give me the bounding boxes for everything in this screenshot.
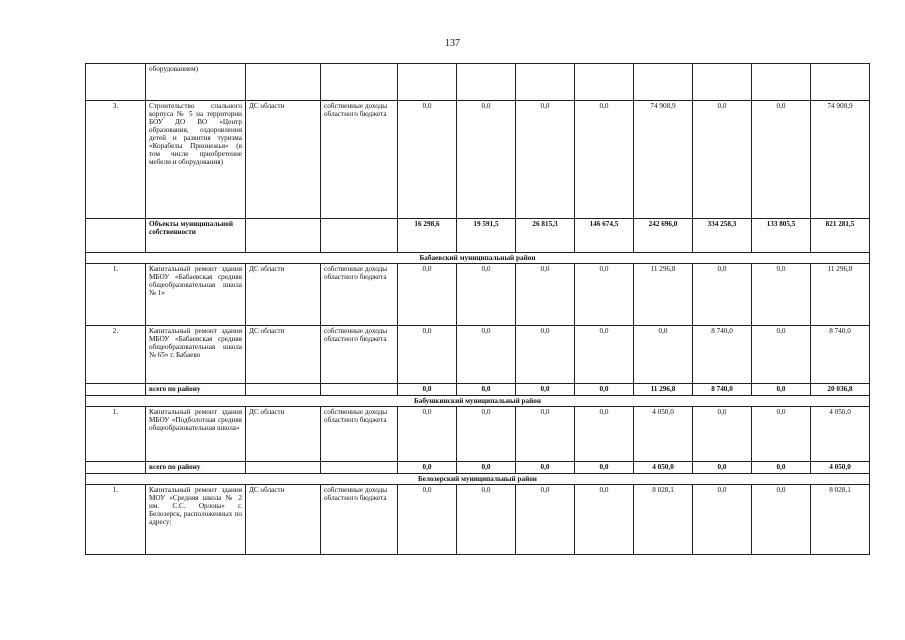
cell-value: 0,0 — [398, 264, 457, 326]
cell-num: 1. — [86, 407, 146, 462]
cell-value: 0,0 — [693, 485, 752, 555]
cell-value: 19 591,5 — [457, 219, 516, 253]
district-header-babaevo — [86, 253, 870, 264]
cell-exec — [246, 384, 321, 396]
cell-name: всего по району — [146, 384, 246, 396]
cell-num: 1. — [86, 485, 146, 555]
cell-value: 0,0 — [575, 101, 634, 219]
cell-value: 0,0 — [693, 264, 752, 326]
cell-value: 0,0 — [457, 485, 516, 555]
cell-num: 1. — [86, 264, 146, 326]
district-title: Белозерский муниципальный район — [86, 474, 870, 485]
cell-value: 0,0 — [634, 326, 693, 384]
cell-value: 146 674,5 — [575, 219, 634, 253]
cell-value: 0,0 — [575, 407, 634, 462]
cell-value: 0,0 — [752, 326, 811, 384]
cell-value: 0,0 — [752, 264, 811, 326]
cell-value: 0,0 — [752, 485, 811, 555]
cell-value: 4 050,0 — [634, 407, 693, 462]
table-row — [86, 407, 870, 462]
cell-src: собственные доходы областного бюджета — [321, 264, 398, 326]
cell-value: 242 696,0 — [634, 219, 693, 253]
cell-value: 4 050,0 — [811, 462, 870, 474]
cell-exec — [246, 219, 321, 253]
budget-table — [85, 63, 870, 555]
table-row-object-3 — [86, 101, 870, 219]
cell-value: 4 050,0 — [811, 407, 870, 462]
cell-value: 0,0 — [398, 326, 457, 384]
cell-exec: ДС области — [246, 407, 321, 462]
table-row — [86, 264, 870, 326]
cell-value: 11 296,8 — [811, 264, 870, 326]
cell-value: 8 028,1 — [811, 485, 870, 555]
table-row — [86, 485, 870, 555]
cell-value: 0,0 — [398, 407, 457, 462]
cell-num — [86, 384, 146, 396]
cell-value — [693, 64, 752, 101]
cell-num — [86, 219, 146, 253]
cell-value: 334 258,3 — [693, 219, 752, 253]
cell-value: 0,0 — [575, 485, 634, 555]
cell-value: 0,0 — [516, 326, 575, 384]
cell-value: 821 281,5 — [811, 219, 870, 253]
cell-value — [575, 64, 634, 101]
cell-num: 3. — [86, 101, 146, 219]
cell-exec — [246, 462, 321, 474]
cell-value: 0,0 — [693, 407, 752, 462]
district-header-babushkino — [86, 396, 870, 407]
table-row-continuation — [86, 64, 870, 101]
cell-value: 0,0 — [575, 264, 634, 326]
cell-value: 0,0 — [457, 264, 516, 326]
cell-value: 133 805,5 — [752, 219, 811, 253]
cell-value: 8 740,0 — [811, 326, 870, 384]
cell-value: 8 028,1 — [634, 485, 693, 555]
cell-value: 0,0 — [575, 384, 634, 396]
cell-src — [321, 64, 398, 101]
cell-exec: ДС области — [246, 485, 321, 555]
cell-value: 0,0 — [457, 101, 516, 219]
cell-src: собственные доходы областного бюджета — [321, 326, 398, 384]
cell-src: собственные доходы областного бюджета — [321, 407, 398, 462]
cell-value: 0,0 — [457, 326, 516, 384]
cell-value: 0,0 — [516, 384, 575, 396]
cell-name: Капитальный ремонт здания МБОУ «Подболотная средняя общеобразовательная школа» — [146, 407, 246, 462]
table-row — [86, 326, 870, 384]
cell-name: Капитальный ремонт здания МБОУ «Бабаевская средняя общеобразовательная школа № 65» г. Бабаево — [146, 326, 246, 384]
cell-exec: ДС области — [246, 101, 321, 219]
cell-src: собственные доходы областного бюджета — [321, 101, 398, 219]
cell-exec: ДС области — [246, 326, 321, 384]
table-row-district-total — [86, 384, 870, 396]
cell-exec — [246, 64, 321, 101]
cell-value: 11 296,8 — [634, 384, 693, 396]
cell-value: 0,0 — [457, 384, 516, 396]
cell-value: 16 298,6 — [398, 219, 457, 253]
cell-num — [86, 64, 146, 101]
cell-value: 0,0 — [693, 462, 752, 474]
cell-value: 0,0 — [752, 407, 811, 462]
cell-exec: ДС области — [246, 264, 321, 326]
cell-value — [752, 64, 811, 101]
cell-value: 0,0 — [693, 101, 752, 219]
cell-value — [398, 64, 457, 101]
cell-value: 0,0 — [516, 485, 575, 555]
cell-value: 11 296,8 — [634, 264, 693, 326]
cell-value: 0,0 — [398, 485, 457, 555]
cell-value — [811, 64, 870, 101]
cell-value: 0,0 — [752, 384, 811, 396]
cell-value — [457, 64, 516, 101]
cell-src — [321, 219, 398, 253]
district-title: Бабаевский муниципальный район — [86, 253, 870, 264]
cell-value: 74 908,9 — [811, 101, 870, 219]
cell-value: 0,0 — [575, 462, 634, 474]
cell-num: 2. — [86, 326, 146, 384]
cell-name: оборудованием) — [146, 64, 246, 101]
cell-value — [516, 64, 575, 101]
cell-value: 4 050,0 — [634, 462, 693, 474]
cell-value: 0,0 — [575, 326, 634, 384]
cell-value: 26 815,3 — [516, 219, 575, 253]
cell-value: 0,0 — [752, 462, 811, 474]
table-row-total-municipal — [86, 219, 870, 253]
cell-value: 0,0 — [516, 407, 575, 462]
table-row-district-total — [86, 462, 870, 474]
cell-value: 8 740,0 — [693, 384, 752, 396]
cell-value: 0,0 — [516, 264, 575, 326]
cell-value: 0,0 — [516, 462, 575, 474]
cell-value: 0,0 — [398, 101, 457, 219]
cell-name: Капитальный ремонт здания МБОУ «Бабаевская средняя общеобразовательная школа № 1» — [146, 264, 246, 326]
page-number: 137 — [445, 38, 460, 49]
cell-src — [321, 462, 398, 474]
cell-value: 0,0 — [516, 101, 575, 219]
cell-value: 20 036,8 — [811, 384, 870, 396]
cell-value: 0,0 — [398, 384, 457, 396]
cell-name: Капитальный ремонт здания МОУ «Средняя школа № 2 им. С.С. Орлова» г. Белозерск, расположенных по адресу: — [146, 485, 246, 555]
district-header-belozersk — [86, 474, 870, 485]
cell-value: 0,0 — [457, 407, 516, 462]
cell-value: 0,0 — [457, 462, 516, 474]
cell-name: всего по району — [146, 462, 246, 474]
cell-value: 0,0 — [398, 462, 457, 474]
cell-value: 8 740,0 — [693, 326, 752, 384]
cell-value: 74 908,9 — [634, 101, 693, 219]
cell-num — [86, 462, 146, 474]
cell-name: Объекты муниципальной собственности — [146, 219, 246, 253]
cell-name: Строительство спального корпуса № 5 на территории БОУ ДО ВО «Центр образования, оздоровления детей и развития туризма «Корабелы Прионежья» (в том числе приобретение мебели и оборудования) — [146, 101, 246, 219]
district-title: Бабушкинский муниципальный район — [86, 396, 870, 407]
cell-src — [321, 384, 398, 396]
cell-value — [634, 64, 693, 101]
cell-src: собственные доходы областного бюджета — [321, 485, 398, 555]
cell-value: 0,0 — [752, 101, 811, 219]
